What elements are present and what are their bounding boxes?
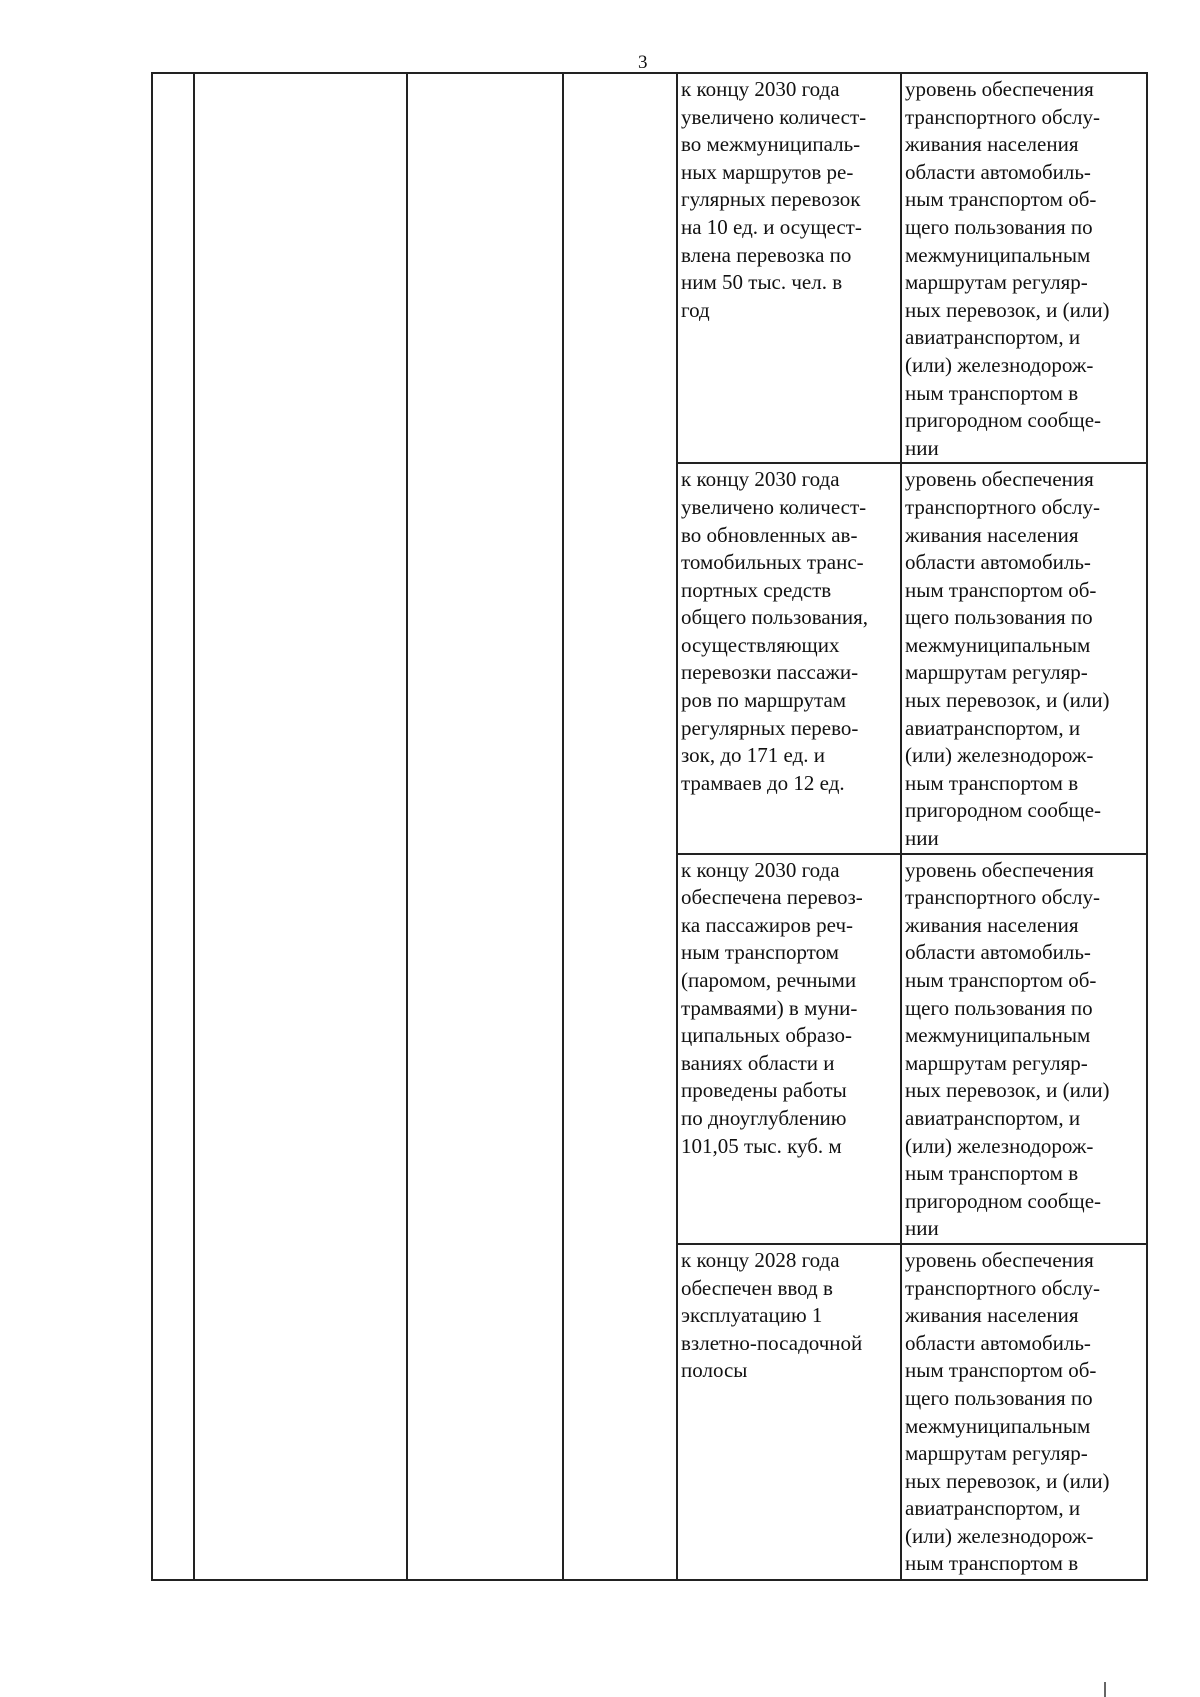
cell-text-line: маршрутам регуляр- <box>905 660 1088 685</box>
indicator-cell <box>901 73 1147 463</box>
cell-text-line: межмуниципальным <box>905 1023 1091 1048</box>
cell-text-line: обеспечена перевоз- <box>681 885 863 910</box>
cell-text-line: ваниях области и <box>681 1050 835 1075</box>
table-cell-col-2 <box>194 73 407 1580</box>
table-cell-col-3 <box>407 73 563 1580</box>
cell-text-line: влена перевозка по <box>681 242 852 267</box>
cell-text-line: живания населения <box>905 1303 1079 1328</box>
result-cell <box>677 854 901 1244</box>
cell-text-line: уровень обеспечения <box>905 1247 1094 1272</box>
cell-text-line: ным транспортом об- <box>905 1358 1097 1383</box>
cell-text-line: перевозки пассажи- <box>681 660 859 685</box>
cell-text-line: авиатранспортом, и <box>905 715 1081 740</box>
cell-text-line: нии <box>905 1216 939 1241</box>
cell-text-line: ных перевозок, и (или) <box>905 1468 1110 1493</box>
cell-text-line: ных перевозок, и (или) <box>905 688 1110 713</box>
cell-text-line: проведены работы <box>681 1078 847 1103</box>
page-number: 3 <box>638 52 648 73</box>
cell-text-line: взлетно-посадочной <box>681 1330 863 1355</box>
cell-text-line: ка пассажиров реч- <box>681 912 853 937</box>
cell-text-line: к концу 2028 года <box>681 1247 840 1272</box>
cell-text-line: живания населения <box>905 132 1079 157</box>
cell-text-line: пригородном сообще- <box>905 1188 1102 1213</box>
table-cell-col-1 <box>152 73 194 1580</box>
cell-text-line: транспортного обслу- <box>905 885 1101 910</box>
cell-text-line: трамваями) в муни- <box>681 995 858 1020</box>
table-cell-col-4 <box>563 73 677 1580</box>
indicator-cell <box>901 854 1147 1244</box>
cell-text-line: трамваев до 12 ед. <box>681 770 845 795</box>
cell-text-line: авиатранспортом, и <box>905 1496 1081 1521</box>
cell-text-line: ным транспортом об- <box>905 968 1097 992</box>
cell-text-line: области автомобиль- <box>905 550 1091 575</box>
cell-text-line: транспортного обслу- <box>905 1275 1101 1300</box>
cell-text-line: маршрутам регуляр- <box>905 1050 1088 1075</box>
cell-text-line: ным транспортом <box>681 940 839 965</box>
indicator-cell <box>901 1244 1147 1580</box>
cell-text-line: обеспечен ввод в <box>681 1275 833 1300</box>
cell-text-line: области автомобиль- <box>905 1330 1091 1355</box>
cell-text-line: ных маршрутов ре- <box>681 159 854 184</box>
cell-text-line: (или) железнодорож- <box>905 743 1094 768</box>
cell-text-line: увеличено количест- <box>681 494 867 519</box>
cell-text-line: пригородном сообще- <box>905 408 1102 433</box>
cell-text-line: к концу 2030 года <box>681 77 840 101</box>
cell-text-line: томобильных транс- <box>681 550 864 575</box>
cell-text-line: во межмуниципаль- <box>681 132 861 157</box>
cell-text-line: 101,05 тыс. куб. м <box>681 1133 842 1158</box>
cell-text-line: нии <box>905 826 939 851</box>
result-cell <box>677 1244 901 1580</box>
cell-text-line: во обновленных ав- <box>681 522 858 547</box>
cell-text-line: (или) железнодорож- <box>905 352 1094 377</box>
table-row <box>152 73 1147 463</box>
cell-text-line: авиатранспортом, и <box>905 1105 1081 1130</box>
indicator-cell <box>901 463 1147 853</box>
cell-text-line: (паромом, речными <box>681 968 857 992</box>
cell-text-line: к концу 2030 года <box>681 467 840 492</box>
cell-text-line: ным транспортом в <box>905 1551 1079 1576</box>
cell-text-line: ным транспортом в <box>905 1161 1079 1186</box>
cell-text-line: маршрутам регуляр- <box>905 1441 1088 1466</box>
cell-text-line: полосы <box>681 1358 748 1383</box>
cell-text-line: транспортного обслу- <box>905 494 1101 519</box>
cell-text-line: транспортного обслу- <box>905 104 1101 129</box>
cell-text-line: общего пользования, <box>681 605 869 630</box>
cell-text-line: по дноуглублению <box>681 1105 847 1130</box>
scan-mark <box>1104 1682 1106 1697</box>
cell-text-line: зок, до 171 ед. и <box>681 743 826 768</box>
cell-text-line: увеличено количест- <box>681 104 867 129</box>
result-cell <box>677 463 901 853</box>
cell-text-line: межмуниципальным <box>905 632 1091 657</box>
cell-text-line: пригородном сообще- <box>905 798 1102 823</box>
cell-text-line: портных средств <box>681 577 832 602</box>
cell-text-line: эксплуатацию 1 <box>681 1303 823 1328</box>
cell-text-line: щего пользования по <box>905 1385 1093 1410</box>
cell-text-line: маршрутам регуляр- <box>905 270 1088 295</box>
cell-text-line: на 10 ед. и осущест- <box>681 214 862 239</box>
cell-text-line: год <box>681 297 710 322</box>
cell-text-line: уровень обеспечения <box>905 77 1094 101</box>
cell-text-line: ципальных образо- <box>681 1023 853 1048</box>
cell-text-line: ним 50 тыс. чел. в <box>681 270 843 295</box>
cell-text-line: живания населения <box>905 912 1079 937</box>
cell-text-line: нии <box>905 435 939 460</box>
cell-text-line: осуществляющих <box>681 632 840 657</box>
cell-text-line: ным транспортом в <box>905 380 1079 405</box>
result-cell <box>677 73 901 463</box>
cell-text-line: ным транспортом в <box>905 770 1079 795</box>
cell-text-line: ным транспортом об- <box>905 577 1097 602</box>
cell-text-line: уровень обеспечения <box>905 857 1094 882</box>
cell-text-line: щего пользования по <box>905 605 1093 630</box>
cell-text-line: живания населения <box>905 522 1079 547</box>
cell-text-line: уровень обеспечения <box>905 467 1094 492</box>
cell-text-line: авиатранспортом, и <box>905 325 1081 350</box>
cell-text-line: щего пользования по <box>905 995 1093 1020</box>
cell-text-line: гулярных перевозок <box>681 187 861 212</box>
cell-text-line: межмуниципальным <box>905 242 1091 267</box>
cell-text-line: области автомобиль- <box>905 159 1091 184</box>
cell-text-line: ных перевозок, и (или) <box>905 1078 1110 1103</box>
cell-text-line: области автомобиль- <box>905 940 1091 965</box>
cell-text-line: (или) железнодорож- <box>905 1133 1094 1158</box>
cell-text-line: щего пользования по <box>905 214 1093 239</box>
cell-text-line: (или) железнодорож- <box>905 1523 1094 1548</box>
cell-text-line: ных перевозок, и (или) <box>905 297 1110 322</box>
cell-text-line: межмуниципальным <box>905 1413 1091 1438</box>
cell-text-line: ным транспортом об- <box>905 187 1097 212</box>
cell-text-line: ров по маршрутам <box>681 688 847 713</box>
cell-text-line: к концу 2030 года <box>681 857 840 882</box>
cell-text-line: регулярных перево- <box>681 715 859 740</box>
program-table <box>151 72 1148 1581</box>
